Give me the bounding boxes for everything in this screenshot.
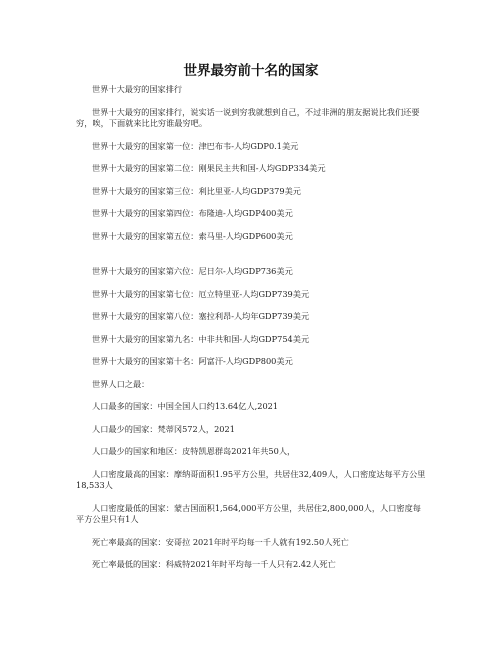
- paragraph-rank-7: 世界十大最穷的国家第七位：厄立特里亚-人均GDP739美元: [92, 288, 310, 299]
- paragraph-lowest-mortality: 死亡率最低的国家：科威特2021年时平均每一千人只有2.42人死亡: [92, 559, 336, 569]
- paragraph-rank-1: 世界十大最穷的国家第一位：津巴布韦-人均GDP0.1美元: [92, 140, 299, 151]
- paragraph-rank-4: 世界十大最穷的国家第四位：布隆迪-人均GDP400美元: [92, 208, 293, 218]
- paragraph-rank-6: 世界十大最穷的国家第六位：尼日尔-人均GDP736美元: [92, 266, 293, 276]
- paragraph-subtitle: 世界十大最穷的国家排行: [92, 84, 183, 94]
- paragraph-least-populous-region: 人口最少的国家和地区：皮特凯恩群岛2021年共50人，: [92, 446, 296, 456]
- paragraph-highest-mortality: 死亡率最高的国家：安哥拉 2021年时平均每一千人就有192.50人死亡: [92, 536, 349, 547]
- paragraph-rank-10: 世界十大最穷的国家第十名：阿富汗-人均GDP800美元: [92, 356, 293, 366]
- paragraph-population-heading: 世界人口之最：: [92, 378, 150, 389]
- document-title: 世界最穷前十名的国家: [183, 63, 319, 79]
- paragraph-lowest-density: 人口密度最低的国家：蒙古国面积1,564,000平方公里，共居住2,800,000人，人口密度每平方公里只有1人: [76, 502, 421, 524]
- document-body: [76, 84, 426, 582]
- paragraph-most-populous: 人口最多的国家：中国全国人口约13.64亿人,2021: [92, 401, 279, 411]
- paragraph-least-populous: 人口最少的国家：梵蒂冈572人，2021: [92, 423, 235, 434]
- paragraph-highest-density: 人口密度最高的国家：摩纳哥面积1.95平方公里，共居住32,409人，人口密度达每平方公里18,533人: [76, 468, 426, 490]
- paragraph-rank-5: 世界十大最穷的国家第五位：索马里-人均GDP600美元: [92, 230, 293, 241]
- paragraph-rank-9: 世界十大最穷的国家第九名：中非共和国-人均GDP754美元: [92, 333, 310, 344]
- paragraph-rank-8: 世界十大最穷的国家第八位：塞拉利昂-人均年GDP739美元: [92, 311, 310, 321]
- paragraph-intro: 世界十大最穷的国家排行，说实话一说到穷我就想到自己，不过非洲的朋友据说比我们还要穷，唉，下面就来比比穷谁最穷吧。: [76, 106, 420, 128]
- paragraph-rank-2: 世界十大最穷的国家第二位：刚果民主共和国-人均GDP334美元: [92, 163, 326, 173]
- paragraph-rank-3: 世界十大最穷的国家第三位：利比里亚-人均GDP379美元: [92, 185, 301, 196]
